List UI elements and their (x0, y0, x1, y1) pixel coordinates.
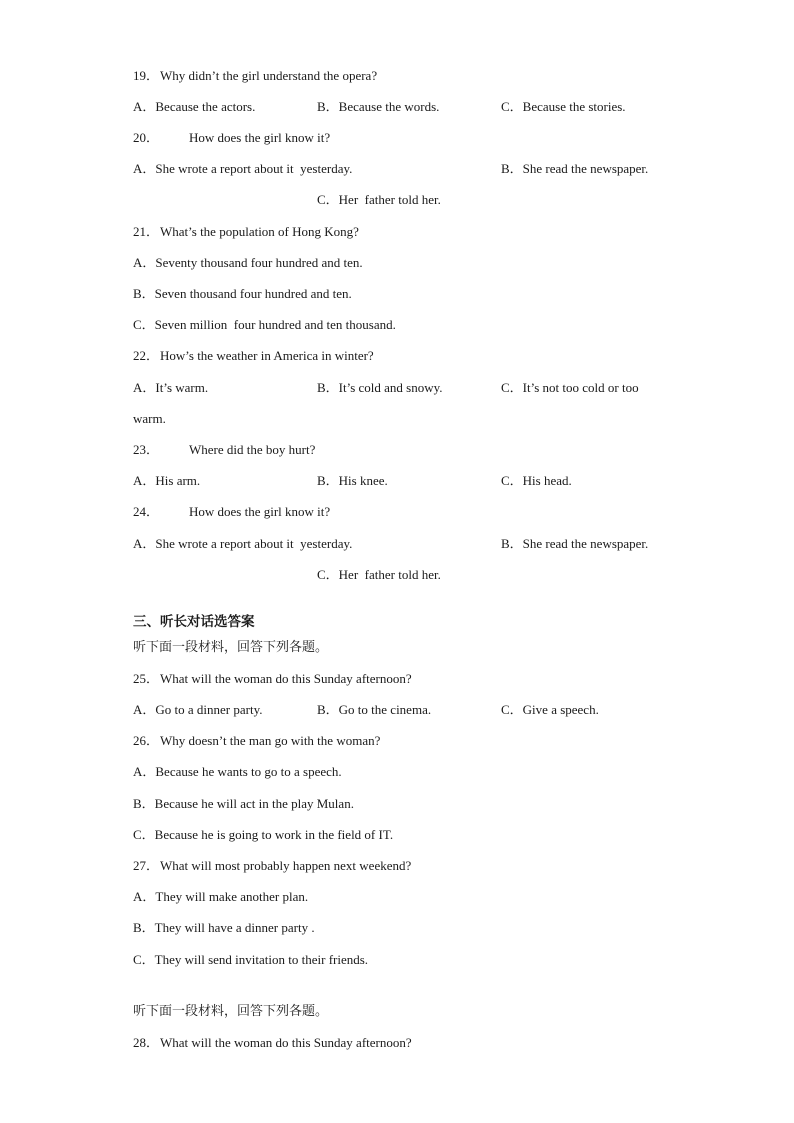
q23-option-b: B．His knee. (317, 473, 388, 488)
question-21-number: 21． (133, 224, 160, 239)
q26-option-a: A．Because he wants to go to a speech. (133, 764, 342, 779)
q23-option-c: C．His head. (501, 473, 572, 488)
question-22-text: How’s the weather in America in winter? (160, 348, 374, 363)
question-27-number: 27． (133, 858, 160, 873)
q19-option-a: A．Because the actors. (133, 99, 256, 114)
question-24-text: How does the girl know it? (189, 504, 331, 519)
question-19-number: 19． (133, 68, 160, 83)
question-24-number: 24． (133, 504, 160, 519)
q25-option-c: C．Give a speech. (501, 702, 599, 717)
listening-instruction-2: 听下面一段材料，回答下列各题。 (133, 1004, 329, 1019)
question-25-text: What will the woman do this Sunday afternoon? (160, 671, 412, 686)
question-23-text: Where did the boy hurt? (189, 442, 316, 457)
q23-option-a: A．His arm. (133, 473, 201, 488)
q21-option-a: A．Seventy thousand four hundred and ten. (133, 255, 363, 270)
q22-option-a: A．It’s warm. (133, 380, 209, 395)
q25-option-a: A．Go to a dinner party. (133, 702, 263, 717)
q22-option-c: C．It’s not too cold or too (501, 380, 639, 395)
q26-option-b: B．Because he will act in the play Mulan. (133, 796, 354, 811)
question-26-number: 26． (133, 733, 160, 748)
q26-option-c: C．Because he is going to work in the field of IT. (133, 827, 394, 842)
q25-option-b: B．Go to the cinema. (317, 702, 432, 717)
listening-instruction: 听下面一段材料，回答下列各题。 (133, 640, 329, 655)
q19-option-c: C．Because the stories. (501, 99, 626, 114)
q24-option-c: C．Her father told her. (317, 567, 441, 582)
question-23-number: 23． (133, 442, 160, 457)
q21-option-c: C．Seven million four hundred and ten thousand. (133, 317, 396, 332)
q24-option-a: A．She wrote a report about it yesterday. (133, 536, 353, 551)
q20-option-a: A．She wrote a report about it yesterday. (133, 161, 353, 176)
q21-option-b: B．Seven thousand four hundred and ten. (133, 286, 352, 301)
q27-option-a: A．They will make another plan. (133, 889, 309, 904)
q22-option-c-continued: warm. (133, 411, 166, 426)
question-22-number: 22． (133, 348, 160, 363)
question-19-text: Why didn’t the girl understand the opera? (160, 68, 378, 83)
q20-option-b: B．She read the newspaper. (501, 161, 649, 176)
question-27-text: What will most probably happen next weekend? (160, 858, 412, 873)
question-25-number: 25． (133, 671, 160, 686)
q27-option-b: B．They will have a dinner party . (133, 920, 315, 935)
question-20-text: How does the girl know it? (189, 130, 331, 145)
q24-option-b: B．She read the newspaper. (501, 536, 649, 551)
question-26-text: Why doesn’t the man go with the woman? (160, 733, 381, 748)
question-21-text: What’s the population of Hong Kong? (160, 224, 359, 239)
question-20-number: 20． (133, 130, 160, 145)
section-3-title: 三、听长对话选答案 (133, 614, 255, 630)
q22-option-b: B．It’s cold and snowy. (317, 380, 443, 395)
question-28-number: 28． (133, 1035, 160, 1050)
q19-option-b: B．Because the words. (317, 99, 440, 114)
q20-option-c: C．Her father told her. (317, 192, 441, 207)
question-28-text: What will the woman do this Sunday afternoon? (160, 1035, 412, 1050)
q27-option-c: C．They will send invitation to their friends. (133, 952, 369, 967)
